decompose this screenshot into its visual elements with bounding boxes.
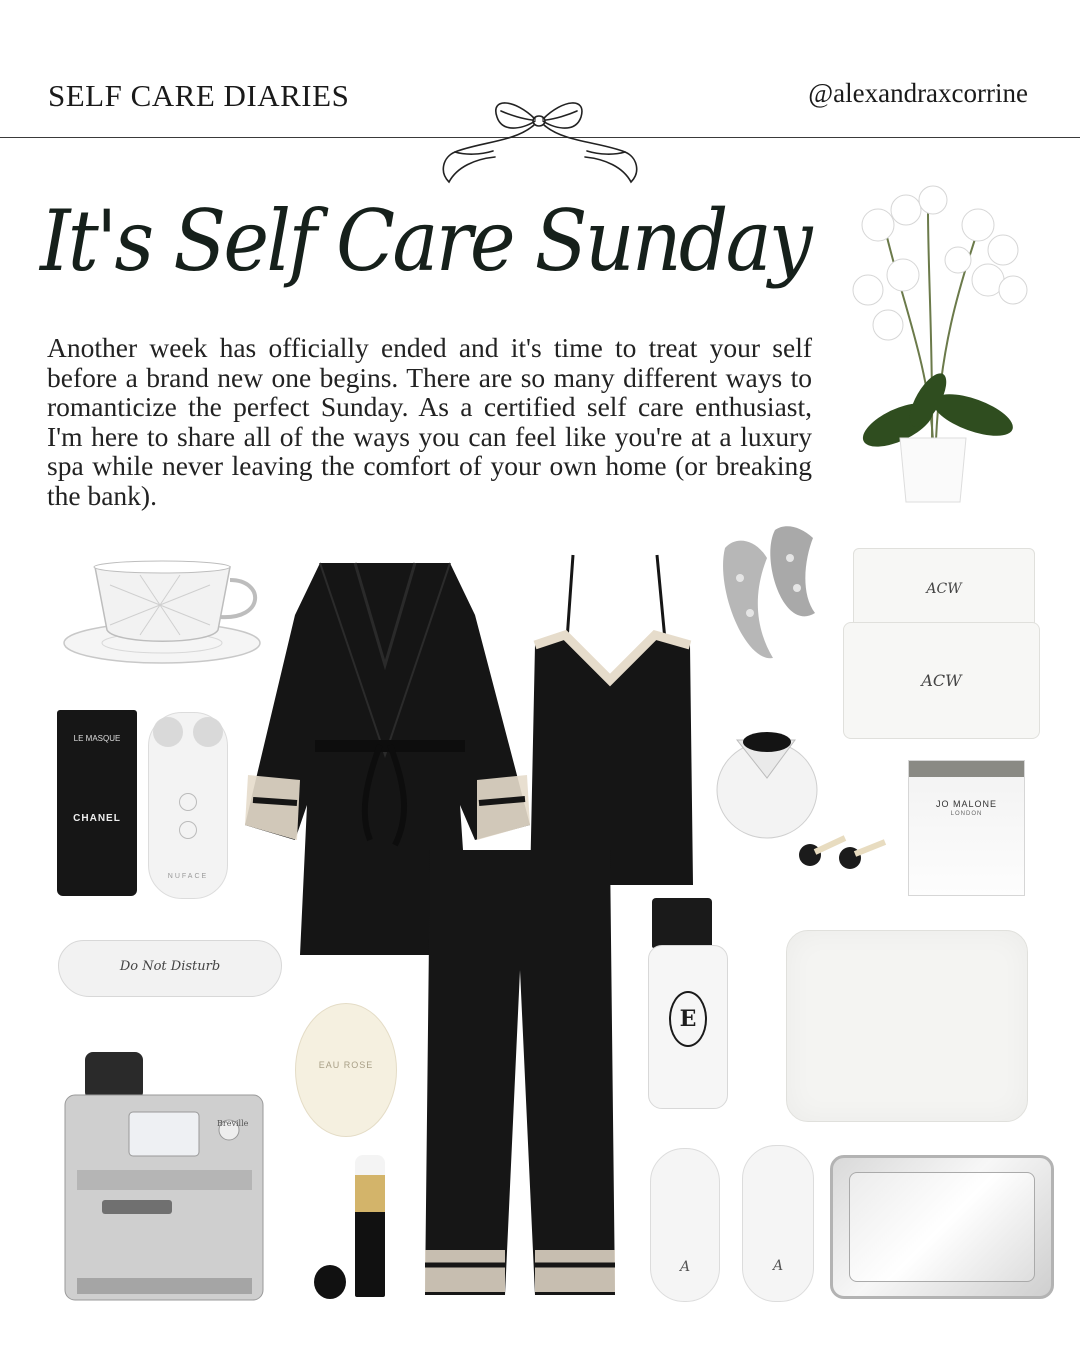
header-title: SELF CARE DIARIES xyxy=(48,78,350,113)
tray-inner-mirror xyxy=(849,1172,1035,1282)
orchid-plant-image xyxy=(828,180,1043,505)
chanel-brand-label: CHANEL xyxy=(73,813,121,824)
toiletry-bag-small xyxy=(853,548,1035,632)
jo-malone-candle xyxy=(908,760,1025,896)
nuface-device xyxy=(148,712,228,899)
espresso-brand-label: Breville xyxy=(217,1119,249,1128)
bag-monogram: ACW xyxy=(926,581,962,597)
chanel-lipstick xyxy=(355,1155,385,1297)
spa-slipper-left xyxy=(650,1148,720,1302)
headline: It's Self Care Sunday xyxy=(40,192,810,290)
nuface-sphere-left xyxy=(153,717,183,747)
candle-sub-label: LONDON xyxy=(950,811,983,817)
chanel-masque-tube xyxy=(57,710,137,896)
spa-slipper-right xyxy=(742,1145,814,1302)
silver-tray xyxy=(830,1155,1054,1299)
lipstick-cap xyxy=(314,1265,346,1299)
candle-brand-label: JO MALONE xyxy=(935,799,997,809)
nuface-button-icon xyxy=(179,821,197,839)
black-pajama-pants-image xyxy=(420,850,620,1300)
lotion-oval-label: E xyxy=(669,991,707,1047)
crystal-teacup-image xyxy=(60,555,270,670)
sleep-mask-text: Do Not Disturb xyxy=(119,959,221,974)
sleep-mask xyxy=(58,940,282,997)
black-camisole-image xyxy=(525,550,695,885)
caviar-bowl-image xyxy=(715,720,895,880)
diptyque-lotion-bottle xyxy=(648,945,728,1109)
diptyque-lotion-pump-head xyxy=(652,898,712,948)
bag-monogram: ACW xyxy=(921,671,962,690)
instagram-handle[interactable]: @alexandraxcorrine xyxy=(808,78,1028,108)
nuface-brand-label: NUFACE xyxy=(167,873,209,880)
bow-ornament-icon xyxy=(435,97,645,192)
diptyque-soap xyxy=(295,1003,397,1137)
silk-pillowcase xyxy=(786,930,1028,1122)
soap-label: EAU ROSE xyxy=(318,1060,374,1070)
slipper-monogram: A xyxy=(679,1259,691,1275)
intro-paragraph: Another week has officially ended and it's time to treat your self before a brand new one begins. There are so many different ways to romanticize the perfect Sunday. As a certified self care enthusiast, I'm here to share all of the ways you can feel like you're at a luxury spa while never leaving the comfort of your own home (or breaking the bank). xyxy=(47,332,812,511)
masque-label: LE MASQUE xyxy=(73,734,121,743)
candle-lid xyxy=(909,761,1024,777)
slipper-monogram: A xyxy=(772,1258,784,1274)
eye-patches-image xyxy=(705,518,820,668)
espresso-machine-image xyxy=(57,1050,269,1305)
nuface-sphere-right xyxy=(193,717,223,747)
nuface-button-icon xyxy=(179,793,197,811)
